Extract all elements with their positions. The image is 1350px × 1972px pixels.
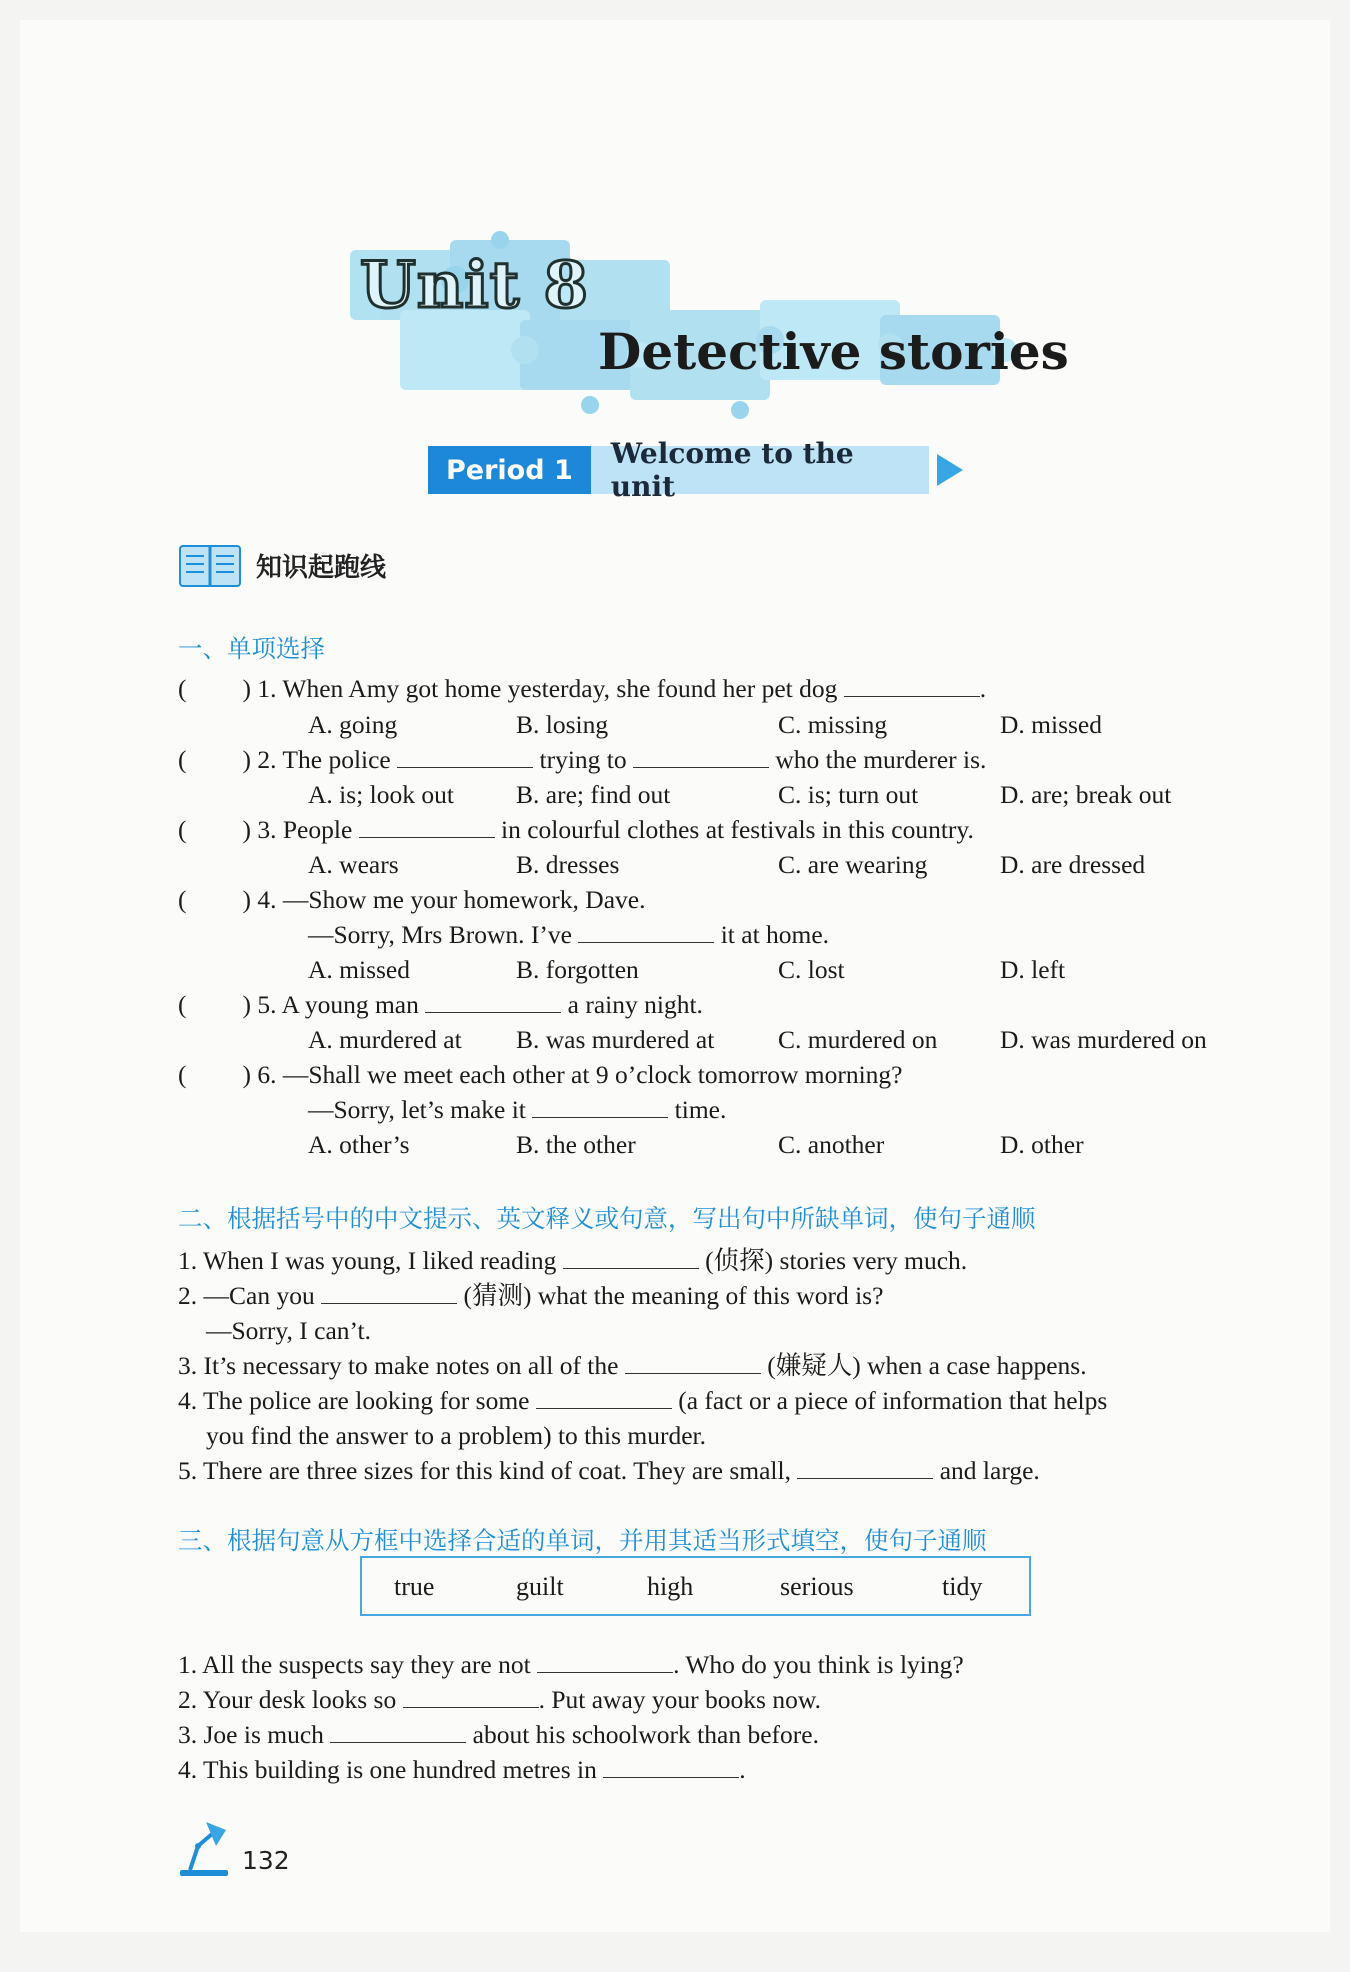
word-bank-item: high [647, 1572, 694, 1601]
option-c[interactable]: C. another [778, 1130, 885, 1159]
word-bank-item: tidy [942, 1572, 983, 1601]
unit-subtitle: Detective stories [598, 322, 1069, 381]
option-b[interactable]: B. the other [516, 1130, 636, 1159]
period-label: Period 1 [428, 446, 591, 494]
option-b[interactable]: B. dresses [516, 850, 620, 879]
workbook-page [20, 20, 1330, 1932]
answer-blank[interactable] [844, 678, 980, 697]
option-c[interactable]: C. is; turn out [778, 780, 919, 809]
question-2: ( ) 2. The police trying to who the murderer is. [178, 745, 987, 774]
answer-blank[interactable] [537, 1654, 673, 1673]
question-4: ( ) 4. —Show me your homework, Dave. [178, 885, 646, 914]
option-a[interactable]: A. murdered at [308, 1025, 462, 1054]
fill-item-2-line-2: —Sorry, I can’t. [206, 1316, 372, 1345]
desk-lamp-icon [176, 1816, 232, 1878]
option-b[interactable]: B. losing [516, 710, 609, 739]
question-6: ( ) 6. —Shall we meet each other at 9 o’clock tomorrow morning? [178, 1060, 903, 1089]
option-a[interactable]: A. other’s [308, 1130, 410, 1159]
question-4-line-2: —Sorry, Mrs Brown. I’ve it at home. [308, 920, 830, 949]
option-b[interactable]: B. are; find out [516, 780, 671, 809]
word-fill-item-4: 4. This building is one hundred metres in . [178, 1755, 746, 1784]
question-1: ( ) 1. When Amy got home yesterday, she found her pet dog . [178, 674, 987, 703]
period-banner [428, 437, 963, 503]
arrow-right-icon [937, 454, 963, 486]
word-bank-item: serious [780, 1572, 854, 1601]
option-a[interactable]: A. is; look out [308, 780, 454, 809]
period-title: Welcome to the unit [591, 446, 929, 494]
answer-blank[interactable] [633, 749, 769, 768]
option-d[interactable]: D. are dressed [1000, 850, 1146, 879]
question-5: ( ) 5. A young man a rainy night. [178, 990, 703, 1019]
option-c[interactable]: C. missing [778, 710, 888, 739]
option-a[interactable]: A. missed [308, 955, 410, 984]
section-2-title: 二、根据括号中的中文提示、英文释义或句意，写出句中所缺单词，使句子通顺 [178, 1204, 1036, 1233]
fill-item-3: 3. It’s necessary to make notes on all of the (嫌疑人) when a case happens. [178, 1351, 1087, 1380]
answer-blank[interactable] [563, 1250, 699, 1269]
answer-blank[interactable] [330, 1724, 466, 1743]
answer-blank[interactable] [403, 1689, 539, 1708]
answer-blank[interactable] [359, 819, 495, 838]
fill-item-4: 4. The police are looking for some (a fact or a piece of information that helps [178, 1386, 1108, 1415]
fill-item-2: 2. —Can you (猜测) what the meaning of this word is? [178, 1281, 884, 1310]
option-d[interactable]: D. missed [1000, 710, 1102, 739]
answer-blank[interactable] [625, 1355, 761, 1374]
unit-title: Unit 8 [360, 248, 590, 323]
answer-blank[interactable] [603, 1759, 739, 1778]
word-fill-item-2: 2. Your desk looks so . Put away your books now. [178, 1685, 821, 1714]
section-3-title: 三、根据句意从方框中选择合适的单词，并用其适当形式填空，使句子通顺 [178, 1526, 987, 1555]
option-c[interactable]: C. are wearing [778, 850, 928, 879]
knowledge-title: 知识起跑线 [256, 552, 387, 583]
option-d[interactable]: D. are; break out [1000, 780, 1172, 809]
word-bank-item: true [394, 1572, 435, 1601]
knowledge-heading [178, 542, 386, 588]
answer-blank[interactable] [397, 749, 533, 768]
answer-blank[interactable] [321, 1285, 457, 1304]
answer-blank[interactable] [425, 994, 561, 1013]
option-a[interactable]: A. wears [308, 850, 399, 879]
option-d[interactable]: D. was murdered on [1000, 1025, 1207, 1054]
option-d[interactable]: D. left [1000, 955, 1066, 984]
question-3: ( ) 3. People in colourful clothes at festivals in this country. [178, 815, 974, 844]
option-b[interactable]: B. forgotten [516, 955, 639, 984]
fill-item-4-line-2: you find the answer to a problem) to this murder. [206, 1421, 706, 1450]
word-bank-item: guilt [516, 1572, 564, 1601]
fill-item-1: 1. When I was young, I liked reading (侦探) stories very much. [178, 1246, 968, 1275]
option-c[interactable]: C. murdered on [778, 1025, 938, 1054]
option-c[interactable]: C. lost [778, 955, 845, 984]
page-number: 132 [242, 1846, 290, 1875]
question-6-line-2: —Sorry, let’s make it time. [308, 1095, 727, 1124]
word-fill-item-1: 1. All the suspects say they are not . Who do you think is lying? [178, 1650, 964, 1679]
option-d[interactable]: D. other [1000, 1130, 1084, 1159]
fill-item-5: 5. There are three sizes for this kind of coat. They are small, and large. [178, 1456, 1040, 1485]
section-1-title: 一、单项选择 [178, 634, 325, 663]
option-a[interactable]: A. going [308, 710, 398, 739]
answer-blank[interactable] [578, 924, 714, 943]
word-bank-box [360, 1556, 1031, 1616]
option-b[interactable]: B. was murdered at [516, 1025, 715, 1054]
word-fill-item-3: 3. Joe is much about his schoolwork than before. [178, 1720, 819, 1749]
answer-blank[interactable] [532, 1099, 668, 1118]
answer-blank[interactable] [536, 1390, 672, 1409]
open-book-icon [178, 542, 242, 588]
answer-blank[interactable] [797, 1460, 933, 1479]
